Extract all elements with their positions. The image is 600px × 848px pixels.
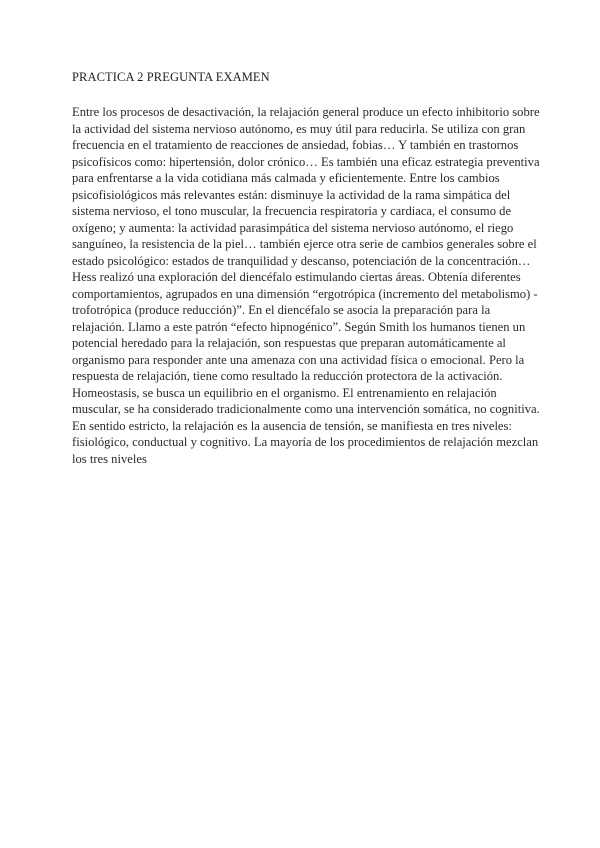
body-line: los tres niveles	[72, 451, 147, 466]
body-line: potencial heredado para la relajación, son respuestas que preparan automáticamente al	[72, 336, 506, 350]
body-line: oxígeno; y aumenta: la actividad parasimpática del sistema nervioso autónomo, el riego	[72, 220, 514, 235]
document-title: PRACTICA 2 PREGUNTA EXAMEN	[72, 70, 270, 84]
body-line: organismo para responder ante una amenaza con una actividad física o emocional. Pero la	[72, 352, 525, 367]
body-line: respuesta de relajación, tiene como resultado la reducción protectora de la activación.	[72, 369, 503, 383]
body-line: sanguíneo, la resistencia de la piel… también ejerce otra serie de cambios generales sobre el	[72, 237, 537, 251]
body-line: la actividad del sistema nervioso autónomo, es muy útil para reducirla. Se utiliza con gran	[72, 121, 526, 136]
body-line: muscular, se ha considerado tradicionalmente como una intervención somática, no cognitiva.	[72, 402, 540, 416]
body-line: relajación. Llamo a este patrón “efecto hipnogénico”. Según Smith los humanos tienen un	[72, 319, 526, 334]
document-body	[72, 104, 540, 467]
body-line: Hess realizó una exploración del diencéfalo estimulando ciertas áreas. Obtenía diferentes	[72, 270, 521, 284]
body-line: frecuencia en el tratamiento de reacciones de ansiedad, fobias… Y también en trastornos	[72, 138, 519, 152]
body-line: sistema nervioso, el tono muscular, la frecuencia respiratoria y cardiaca, el consumo de	[72, 204, 512, 218]
body-line: psicofísicos como: hipertensión, dolor crónico… Es también una eficaz estrategia preventiva	[72, 154, 540, 169]
body-line: para enfrentarse a la vida cotidiana más calmada y eficientemente. Entre los cambios	[72, 171, 500, 185]
body-line: psicofisiológicos más relevantes están: disminuye la actividad de la rama simpática del	[72, 187, 511, 202]
body-line: comportamientos, agrupados en una dimensión “ergotrópica (incremento del metabolismo) -	[72, 286, 538, 301]
body-line: Homeostasis, se busca un equilibrio en el organismo. El entrenamiento en relajación	[72, 385, 497, 400]
body-line: estado psicológico: estados de tranquilidad y descanso, potenciación de la concentración…	[72, 253, 531, 268]
body-line: En sentido estricto, la relajación es la ausencia de tensión, se manifiesta en tres niveles:	[72, 418, 512, 433]
body-line: fisiológico, conductual y cognitivo. La mayoría de los procedimientos de relajación mezclan	[72, 435, 539, 449]
body-line: Entre los procesos de desactivación, la relajación general produce un efecto inhibitorio sobre	[72, 105, 540, 119]
body-line: trofotrópica (produce reducción)”. En el diencéfalo se asocia la preparación para la	[72, 303, 491, 317]
